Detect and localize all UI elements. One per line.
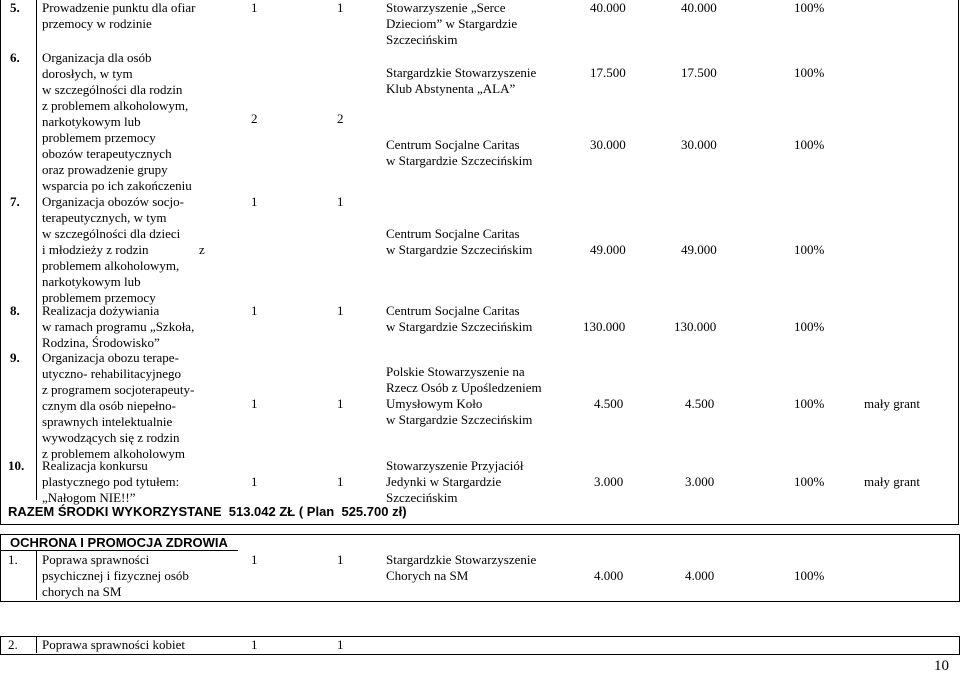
amount-planned: 17.500 xyxy=(590,65,626,80)
row-number: 8. xyxy=(10,303,20,318)
count-a: 1 xyxy=(251,396,258,411)
table-col-divider xyxy=(36,636,37,653)
summary-total: RAZEM ŚRODKI WYKORZYSTANE 513.042 ZŁ ( Plan 525.700 zł) xyxy=(8,504,407,519)
percent: 100% xyxy=(794,396,825,411)
amount-executed: 4.500 xyxy=(685,396,715,411)
count-b: 1 xyxy=(337,194,344,209)
task-name: Poprawa sprawności kobiet xyxy=(42,637,185,652)
amount-executed: 40.000 xyxy=(681,0,717,15)
table-border-bottom xyxy=(0,524,959,525)
amount-planned: 4.000 xyxy=(594,568,624,583)
row-number: 9. xyxy=(10,350,20,365)
task-name: Realizacja dożywiania w ramach programu „Szkoła, Rodzina, Środowisko” xyxy=(42,303,195,350)
task-name: Organizacja obozu terape- utyczno- rehabilitacyjnego z programem socjoterapeuty- cznym dla osób niepełno- sprawnych intelektualnie wywodzących się z rodzin z problemem alkoholowym xyxy=(42,350,195,461)
organization: Stowarzyszenie „Serce Dzieciom” w Stargardzie Szczecińskim xyxy=(386,0,518,47)
task-name: Realizacja konkursu plastycznego pod tytułem: „Nałogom NIE!!” xyxy=(42,458,180,505)
note: mały grant xyxy=(864,474,920,489)
amount-planned: 3.000 xyxy=(594,474,624,489)
table-border-left xyxy=(0,0,1,525)
row-number: 2. xyxy=(8,637,18,652)
count-b: 1 xyxy=(337,474,344,489)
count-a: 2 xyxy=(251,111,258,126)
organization: Centrum Socjalne Caritas w Stargardzie Szczecińskim xyxy=(386,226,533,257)
percent: 100% xyxy=(794,474,825,489)
amount-executed: 49.000 xyxy=(681,242,717,257)
count-a: 1 xyxy=(251,0,258,15)
amount-planned: 49.000 xyxy=(590,242,626,257)
task-name: Prowadzenie punktu dla ofiar przemocy w rodzinie xyxy=(42,0,196,31)
count-b: 1 xyxy=(337,303,344,318)
row-number: 10. xyxy=(8,458,25,473)
section-title: OCHRONA I PROMOCJA ZDROWIA xyxy=(10,535,228,550)
count-a: 1 xyxy=(251,637,258,652)
count-a: 1 xyxy=(251,474,258,489)
task-name: Organizacja dla osób dorosłych, w tym w szczególności dla rodzin z problemem alkoholowym, narkotykowym lub problemem przemocy obozów terapeutycznych oraz prowadzenie grupy wsparcia po ich zakończeniu xyxy=(42,50,192,193)
count-b: 1 xyxy=(337,396,344,411)
amount-planned: 4.500 xyxy=(594,396,624,411)
row-number: 7. xyxy=(10,194,20,209)
task-name: Organizacja obozów socjo- terapeutycznych, w tym w szczególności dla dzieci i młodzieży z rodzin problemem alkoholowym, narkotykowym lub problemem przemocy xyxy=(42,194,184,305)
table-col-divider xyxy=(36,0,37,500)
amount-executed: 30.000 xyxy=(681,137,717,152)
percent: 100% xyxy=(794,242,825,257)
count-b: 1 xyxy=(337,637,344,652)
amount-executed: 4.000 xyxy=(685,568,715,583)
percent: 100% xyxy=(794,319,825,334)
amount-planned: 40.000 xyxy=(590,0,626,15)
percent: 100% xyxy=(794,0,825,15)
count-a: 1 xyxy=(251,303,258,318)
row-number: 5. xyxy=(10,0,20,15)
amount-executed: 17.500 xyxy=(681,65,717,80)
percent: 100% xyxy=(794,568,825,583)
organization: Centrum Socjalne Caritas w Stargardzie Szczecińskim xyxy=(386,137,533,168)
organization: Stowarzyszenie Przyjaciół Jedynki w Stargardzie Szczecińskim xyxy=(386,458,524,505)
amount-executed: 3.000 xyxy=(685,474,715,489)
task-name-continuation: z xyxy=(199,242,205,257)
organization: Stargardzkie Stowarzyszenie Chorych na SM xyxy=(386,552,537,583)
count-a: 1 xyxy=(251,552,258,567)
organization: Polskie Stowarzyszenie na Rzecz Osób z Upośledzeniem Umysłowym Koło w Stargardzie Szczecińskim xyxy=(386,364,542,427)
row-number: 6. xyxy=(10,50,20,65)
count-b: 2 xyxy=(337,111,344,126)
organization: Centrum Socjalne Caritas w Stargardzie Szczecińskim xyxy=(386,303,533,334)
amount-executed: 130.000 xyxy=(674,319,717,334)
amount-planned: 30.000 xyxy=(590,137,626,152)
percent: 100% xyxy=(794,65,825,80)
count-b: 1 xyxy=(337,0,344,15)
percent: 100% xyxy=(794,137,825,152)
table-border-right xyxy=(958,0,959,525)
task-name: Poprawa sprawności psychicznej i fizycznej osób chorych na SM xyxy=(42,552,189,599)
organization: Stargardzkie Stowarzyszenie Klub Abstynenta „ALA” xyxy=(386,65,537,96)
count-b: 1 xyxy=(337,552,344,567)
count-a: 1 xyxy=(251,194,258,209)
page-number: 10 xyxy=(934,658,949,674)
amount-planned: 130.000 xyxy=(583,319,626,334)
note: mały grant xyxy=(864,396,920,411)
table-col-divider xyxy=(36,551,37,600)
row-number: 1. xyxy=(8,552,18,567)
